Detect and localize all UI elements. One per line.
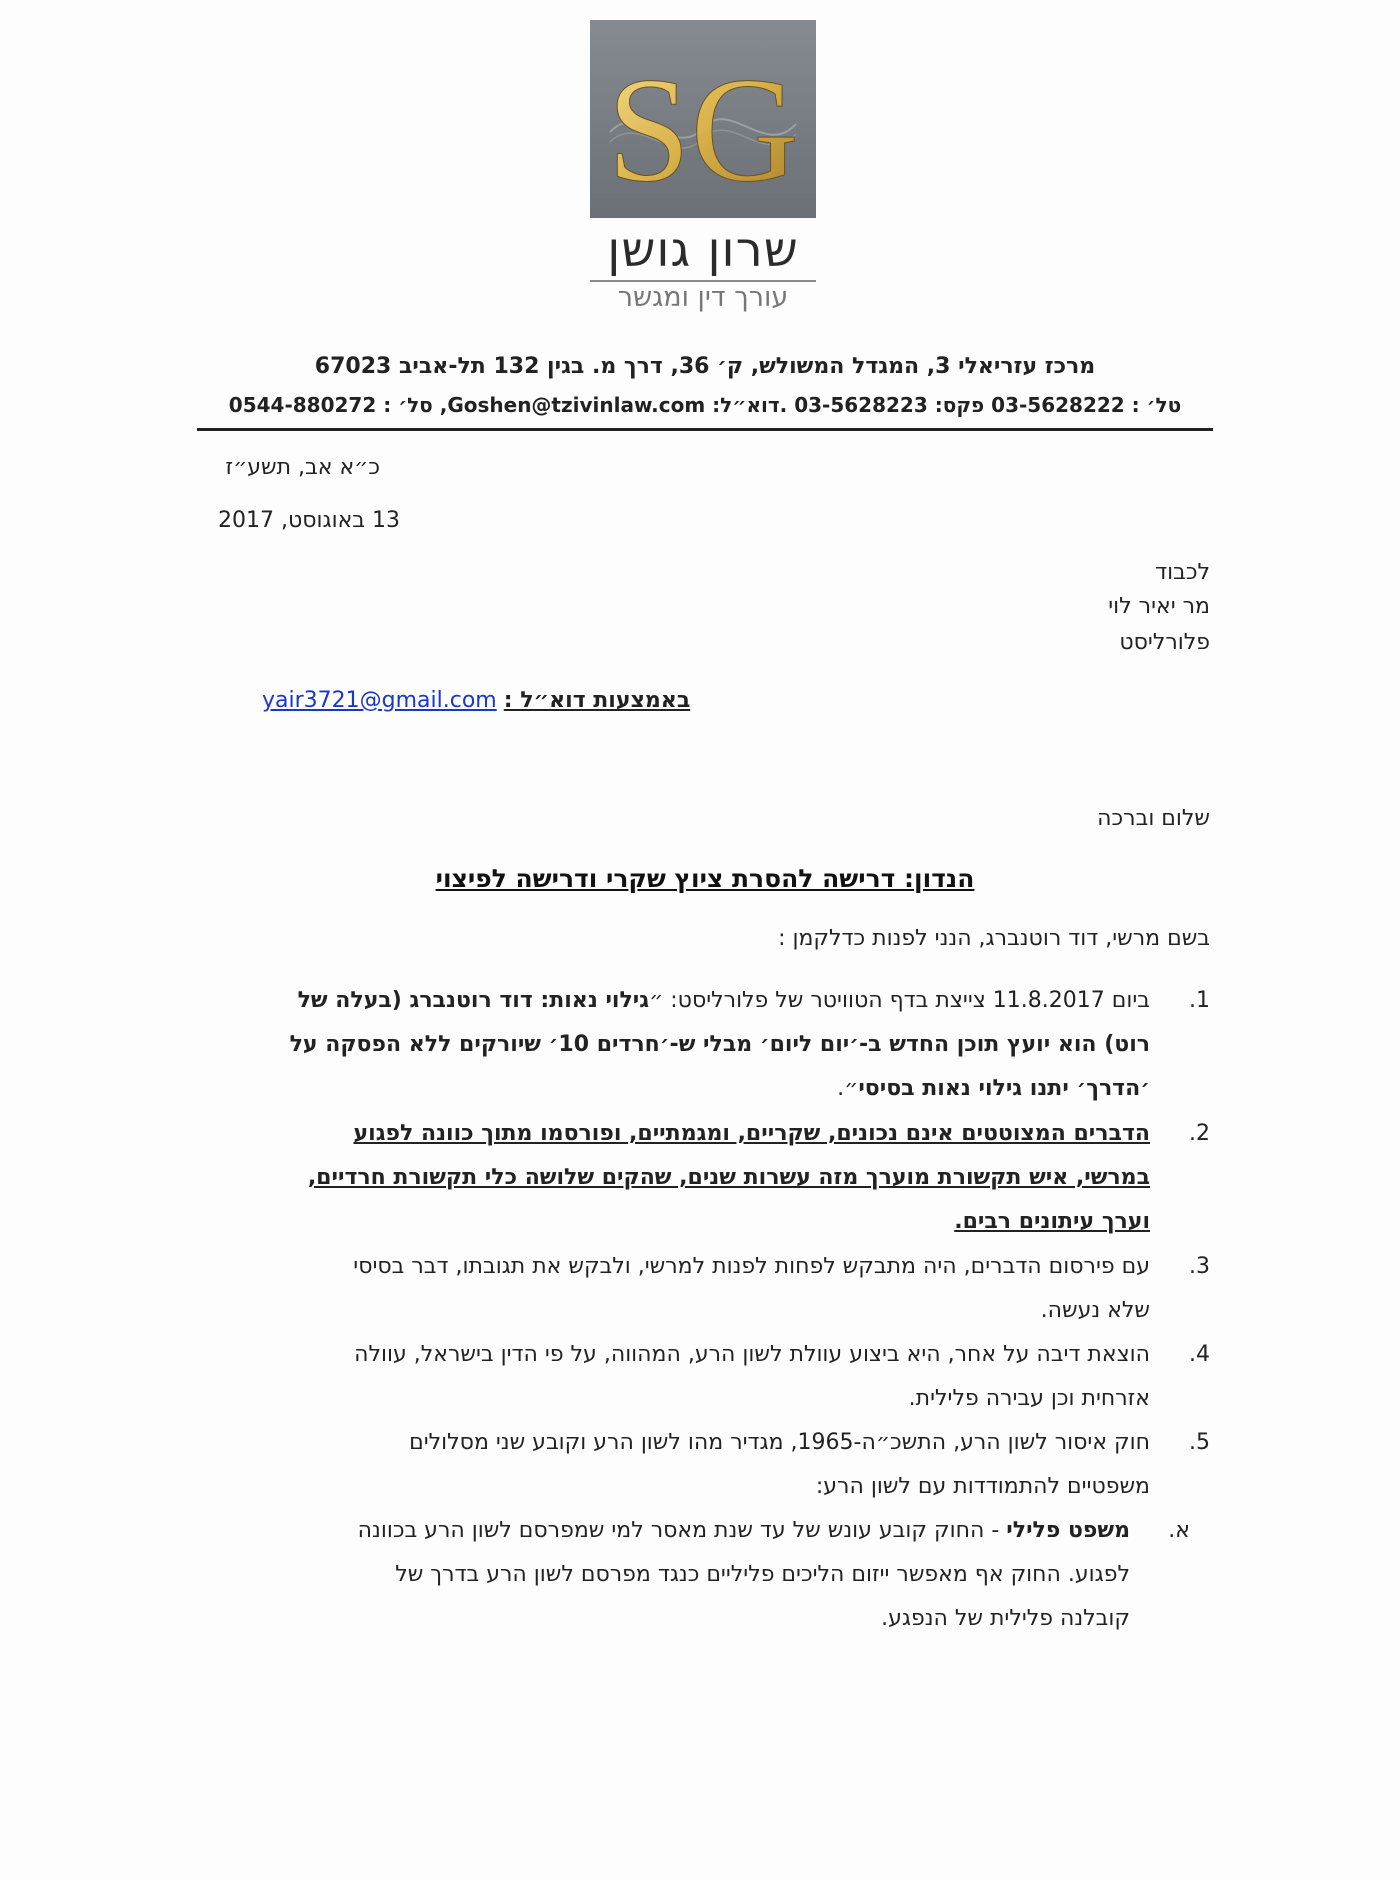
item-number: 2.: [1189, 1121, 1210, 1146]
gregorian-date: 13 באוגוסט, 2017: [217, 508, 400, 533]
recipient-organization: פלורליסט: [1119, 630, 1210, 655]
item-text-line: [353, 1254, 1150, 1279]
item-text-segment: עם פירסום הדברים, היה מתבקש לפחות לפנות למרשי, ולבקש את תגובתו, דבר בסיסי: [353, 1254, 1150, 1279]
item-text-segment: חוק איסור לשון הרע, התשכ״ה-1965, מגדיר מהו לשון הרע וקובע שני מסלולים: [409, 1430, 1150, 1455]
greeting: שלום וברכה: [1097, 806, 1210, 831]
item-text-line: [837, 1076, 1150, 1101]
logo-subtitle: עורך דין ומגשר: [617, 282, 789, 313]
item-text-segment: הדברים המצוטטים אינם נכונים, שקריים, ומגמתיים, ופורסמו מתוך כוונה לפגוע: [353, 1121, 1150, 1146]
item-text-line: [954, 1209, 1150, 1234]
item-text-segment: שלא נעשה.: [1040, 1298, 1150, 1323]
address-line: מרכז עזריאלי 3, המגדל המשולש, ק׳ 36, דרך מ. בגין 132 תל-אביב 67023: [314, 354, 1096, 379]
sg-logo: [590, 20, 816, 218]
delivery-label: באמצעות דוא״ל :: [503, 688, 691, 713]
item-text-segment: הוצאת דיבה על אחר, היא ביצוע עוולת לשון הרע, המהווה, על פי הדין בישראל, עוולה: [354, 1342, 1150, 1367]
item-text-line: [290, 1032, 1150, 1057]
item-text-segment: רוט) הוא יועץ תוכן החדש ב-׳יום ליום׳ מבלי ש-׳חרדים 10׳ שיורקים ללא הפסקה על: [289, 1032, 1150, 1057]
item-text-segment: קובלנה פלילית של הנפגע.: [881, 1606, 1130, 1631]
item-number: 3.: [1189, 1254, 1210, 1279]
item-text-line: [354, 1342, 1150, 1367]
item-text-segment: אזרחית וכן עבירה פלילית.: [908, 1386, 1150, 1411]
opening-line: בשם מרשי, דוד רוטנברג, הנני לפנות כדלקמן :: [778, 926, 1210, 951]
item-text-line: [881, 1606, 1130, 1631]
recipient-email-link[interactable]: yair3721@gmail.com: [262, 688, 497, 713]
item-text-segment: משפטיים להתמודדות עם לשון הרע:: [815, 1474, 1150, 1499]
item-text-line: [909, 1386, 1150, 1411]
item-text-line: [1041, 1298, 1150, 1323]
item-number: 5.: [1189, 1430, 1210, 1455]
subject-line: הנדון: דרישה להסרת ציוץ שקרי ודרישה לפיצוי: [435, 864, 975, 893]
item-text-segment: לפגוע. החוק אף מאפשר ייזום הליכים פליליים כנגד מפרסם לשון הרע בדרך של: [395, 1562, 1130, 1587]
item-text-segment: ״.: [837, 1076, 859, 1101]
item-text-segment: גילוי נאות: דוד רוטנברג (בעלה של: [297, 988, 650, 1013]
contact-line: טל׳ : 03-5628222 פקס: 03-5628223 .דוא״ל: Goshen@tzivinlaw.com, סל׳ : 0544-880272: [228, 393, 1182, 417]
header-divider: [197, 428, 1213, 431]
logo-name: שרון גושן: [607, 222, 799, 278]
item-text-line: [353, 1121, 1150, 1146]
item-text-segment: וערך עיתונים רבים.: [954, 1209, 1150, 1234]
item-text-line: [358, 1518, 1130, 1543]
item-number: 1.: [1189, 988, 1210, 1013]
item-text-segment: ׳הדרך׳ יתנו גילוי נאות בסיסי: [858, 1076, 1150, 1101]
item-text-line: [395, 1562, 1130, 1587]
item-number: א.: [1168, 1518, 1190, 1543]
item-text-segment: משפט פלילי: [1006, 1518, 1130, 1543]
item-text-segment: - החוק קובע עונש של עד שנת מאסר למי שמפרסם לשון הרע בכוונה: [357, 1518, 1007, 1543]
item-number: 4.: [1189, 1342, 1210, 1367]
item-text-line: [816, 1474, 1150, 1499]
item-text-line: [308, 1165, 1150, 1190]
recipient-salutation: לכבוד: [1155, 560, 1210, 585]
item-text-line: [409, 1430, 1150, 1455]
recipient-name: מר יאיר לוי: [1108, 594, 1210, 619]
logo-monogram: SG: [607, 47, 799, 213]
item-text-segment: במרשי, איש תקשורת מוערך מזה עשרות שנים, שהקים שלושה כלי תקשורת חרדיים,: [307, 1165, 1150, 1190]
hebrew-date: כ״א אב, תשע״ז: [225, 455, 380, 480]
delivery-method: [262, 688, 690, 713]
item-text-segment: ביום 11.8.2017 צייצת בדף הטוויטר של פלורליסט: ״: [649, 988, 1150, 1013]
item-text-line: [298, 988, 1150, 1013]
